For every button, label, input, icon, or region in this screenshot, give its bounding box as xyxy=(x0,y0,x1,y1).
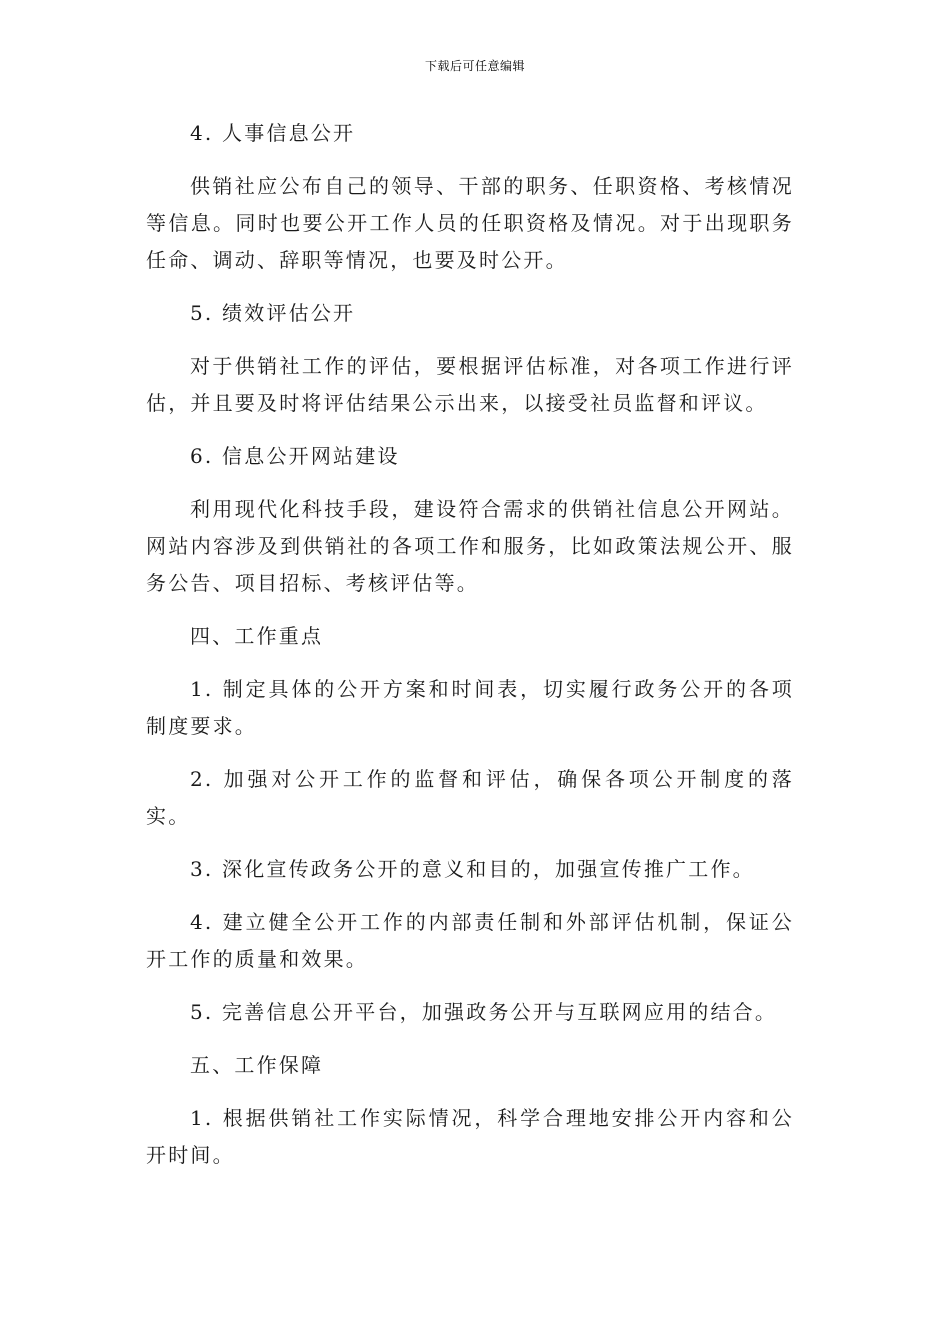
heading-performance-evaluation: 5. 绩效评估公开 xyxy=(190,301,356,325)
work-guarantee-item-1: 1. 根据供销社工作实际情况，科学合理地安排公开内容和公开时间。 xyxy=(146,1106,794,1167)
work-focus-item-2: 2. 加强对公开工作的监督和评估，确保各项公开制度的落实。 xyxy=(146,767,794,828)
work-focus-item-4: 4. 建立健全公开工作的内部责任制和外部评估机制，保证公开工作的质量和效果。 xyxy=(146,910,794,971)
work-focus-item-5: 5. 完善信息公开平台，加强政务公开与互联网应用的结合。 xyxy=(190,1000,778,1024)
paragraph-performance-evaluation: 对于供销社工作的评估，要根据评估标准，对各项工作进行评估，并且要及时将评估结果公示出来，以接受社员监督和评议。 xyxy=(146,354,794,415)
section-heading-work-focus: 四、工作重点 xyxy=(190,624,324,648)
section-heading-work-guarantee: 五、工作保障 xyxy=(190,1053,324,1077)
paragraph-website-construction: 利用现代化科技手段，建设符合需求的供销社信息公开网站。网站内容涉及到供销社的各项工作和服务，比如政策法规公开、服务公告、项目招标、考核评估等。 xyxy=(146,497,794,595)
paragraph-personnel-info: 供销社应公布自己的领导、干部的职务、任职资格、考核情况等信息。同时也要公开工作人员的任职资格及情况。对于出现职务任命、调动、辞职等情况，也要及时公开。 xyxy=(146,174,794,272)
heading-website-construction: 6. 信息公开网站建设 xyxy=(190,444,400,468)
document-body xyxy=(146,115,794,1190)
download-edit-note: 下载后可任意编辑 xyxy=(424,59,525,73)
heading-personnel-info: 4. 人事信息公开 xyxy=(190,121,356,145)
work-focus-item-1: 1. 制定具体的公开方案和时间表，切实履行政务公开的各项制度要求。 xyxy=(146,677,794,738)
work-focus-item-3: 3. 深化宣传政务公开的意义和目的，加强宣传推广工作。 xyxy=(190,857,755,881)
